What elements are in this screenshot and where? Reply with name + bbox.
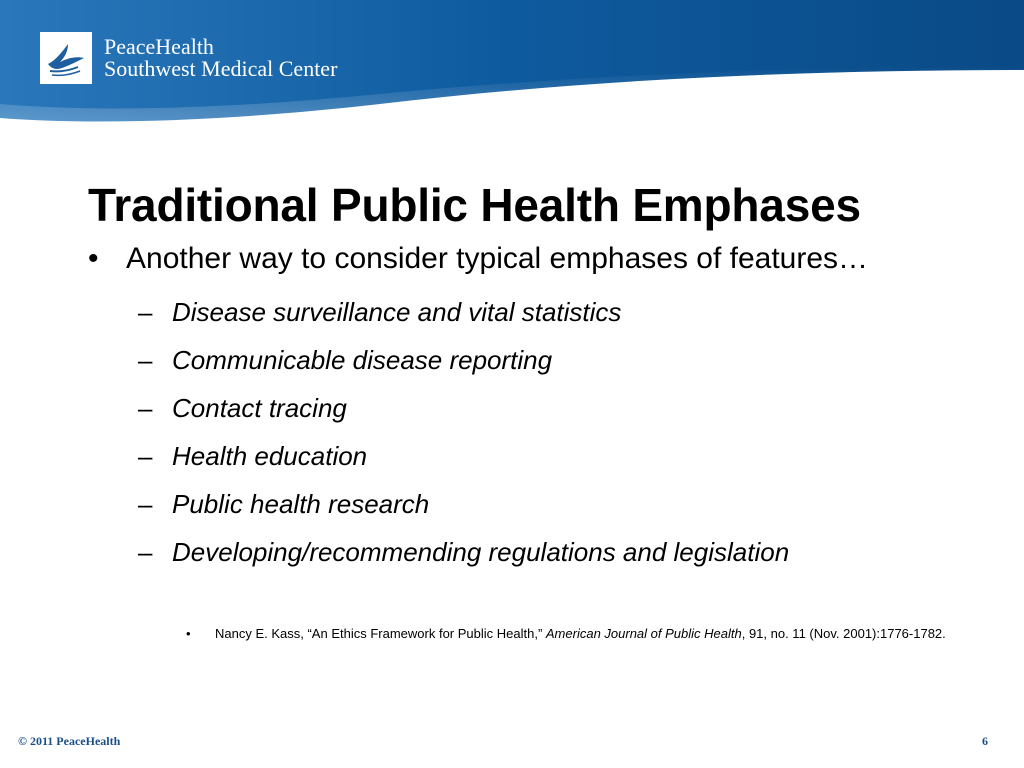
citation-text (215, 622, 986, 645)
list-item-text: Health education (172, 441, 368, 471)
dash-marker: – (138, 393, 153, 423)
dash-marker: – (138, 345, 153, 375)
citation-journal: American Journal of Public Health (545, 626, 742, 641)
intro-bullet (88, 242, 868, 276)
list-item-text: Disease surveillance and vital statistics (172, 297, 622, 327)
dash-marker: – (138, 537, 153, 567)
list-item-text: Contact tracing (172, 393, 347, 423)
dash-marker: – (138, 441, 153, 471)
brand-line-2: Southwest Medical Center (104, 56, 338, 81)
citation-author-title: Nancy E. Kass, “An Ethics Framework for Public Health,” (215, 626, 546, 641)
list-item (138, 296, 789, 344)
dash-marker: – (138, 489, 153, 519)
brand-line-1: PeaceHealth (104, 34, 214, 59)
brand-logo (40, 32, 337, 84)
list-item-text: Communicable disease reporting (172, 345, 553, 375)
list-item (138, 488, 789, 536)
list-item (138, 440, 789, 488)
dove-icon (40, 32, 92, 84)
slide-title: Traditional Public Health Emphases (88, 179, 861, 231)
list-item (138, 392, 789, 440)
citation-bullet: • (186, 626, 191, 641)
list-item (138, 536, 789, 584)
list-item-text: Public health research (172, 489, 430, 519)
intro-text: Another way to consider typical emphases of features… (126, 242, 869, 275)
brand-name (104, 36, 337, 80)
list-item-text: Developing/recommending regulations and legislation (172, 537, 790, 567)
page-number: 6 (982, 734, 988, 748)
bullet-marker: • (88, 242, 99, 275)
list-item (138, 344, 789, 392)
citation (186, 622, 986, 645)
emphases-list (138, 296, 789, 584)
footer-copyright: © 2011 PeaceHealth (18, 734, 121, 748)
citation-details: , 91, no. 11 (Nov. 2001):1776-1782. (741, 626, 946, 641)
dash-marker: – (138, 297, 153, 327)
